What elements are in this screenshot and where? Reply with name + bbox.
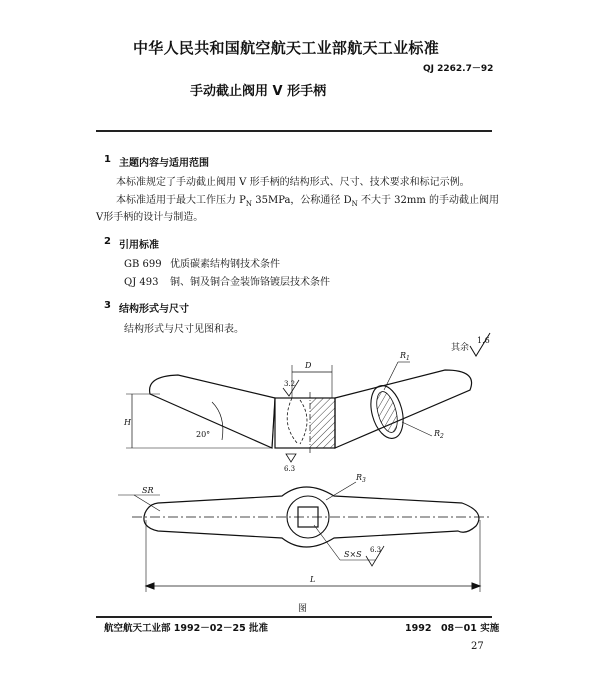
section-arc-left [287,398,298,444]
ref-2-code: QJ 493 [124,277,159,288]
roughness-main-value: 1.6 [477,336,490,345]
para-2-part-b: 35MPa，公称通径 D [252,195,352,206]
section-2-number: 2 [104,236,111,247]
section-2-title: 引用标准 [119,240,159,251]
angle-arc [212,402,223,440]
hub-hatch [310,398,335,448]
roughness-6-3-bottom: 6.3 [370,546,382,554]
sxs-leader [314,525,340,560]
sub-n-1: N [245,200,253,208]
angle-label: 20° [196,430,211,439]
r1-sub: 1 [406,355,410,362]
roughness-6-3-top-symbol [286,454,296,462]
footer-rule [96,616,492,618]
r1-letter: R [400,351,407,360]
section-1-title: 主题内容与适用范围 [119,158,209,169]
dim-d-label: D [305,361,312,370]
sub-n-2: N [351,200,358,208]
dim-l-arrow-left [146,583,154,589]
document-title: 手动截止阀用 V 形手柄 [190,84,327,99]
page-number: 27 [471,641,484,652]
r2-sub: 2 [440,433,444,440]
ref-1-title: 优质碳素结构钢技术条件 [170,259,280,270]
approval-line: 航空航天工业部 1992－02－25 批准 [104,623,268,634]
r2-leader [402,422,432,436]
section-3-title: 结构形式与尺寸 [119,304,189,315]
section-3-number: 3 [104,300,111,311]
top-view [118,473,492,592]
dim-h-label: H [124,418,131,427]
dim-l-label: L [310,575,316,584]
para-2-part-a: 本标准适用于最大工作压力 P [116,195,246,206]
implement-line: 1992 08－01 实施 [405,623,500,634]
r2-label [433,429,444,440]
r1-label [399,351,410,362]
section-arc-right [300,400,307,444]
section-1-para-3: V形手柄的设计与制造。 [96,212,204,223]
org-title: 中华人民共和国航空航天工业部航天工业标准 [133,39,440,57]
roughness-rest-label: 其余 [451,343,470,353]
standard-number: QJ 2262.7－92 [423,64,494,74]
section-1-para-1: 本标准规定了手动截止阀用 V 形手柄的结构形式、尺寸、技术要求和标记示例。 [116,177,470,188]
section-3-para-1: 结构形式与尺寸见图和表。 [124,324,244,335]
sxs-label: S×S [344,550,362,559]
front-view [123,351,472,473]
ref-2-title: 铜、铜及铜合金装饰铬镀层技术条件 [170,277,330,288]
r3-label [355,473,366,484]
r2-letter: R [434,429,441,438]
section-1-number: 1 [104,154,111,165]
roughness-3-2: 3.2 [284,380,296,388]
left-arm [150,375,275,448]
r3-sub: 3 [362,477,366,484]
sr-label: SR [142,486,154,495]
dim-l-arrow-right [472,583,480,589]
ref-1-code: GB 699 [124,259,162,270]
r1-leader [384,362,398,390]
figure-caption: 图 [298,604,308,614]
right-arm [335,370,472,448]
r3-letter: R [356,473,363,482]
para-2-part-c: 不大于 32mm 的手动截止阀用 [357,195,499,206]
roughness-6-3-top: 6.3 [284,465,296,473]
